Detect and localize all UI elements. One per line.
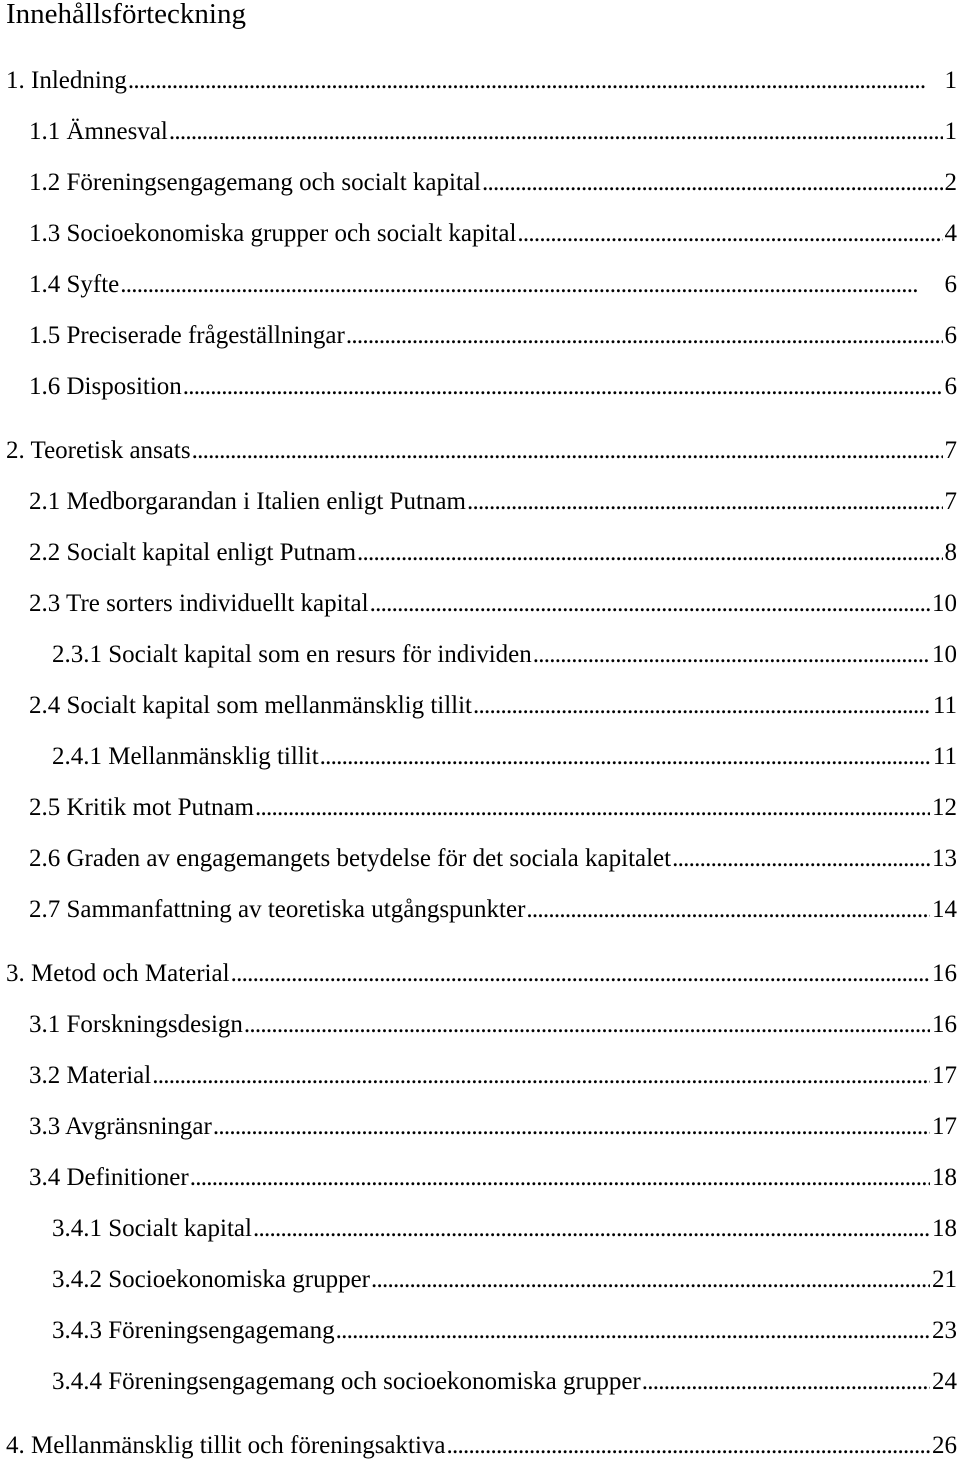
dot-leader	[255, 790, 930, 826]
toc-entry[interactable]	[0, 1364, 960, 1400]
toc-entry-label: 2.1 Medborgarandan i Italien enligt Putnam	[29, 484, 466, 520]
toc-entry[interactable]	[0, 1428, 960, 1464]
toc-entry[interactable]	[0, 892, 960, 928]
toc-entry[interactable]	[0, 433, 960, 469]
toc-entry-label: 2.6 Graden av engagemangets betydelse för det sociala kapitalet	[29, 841, 671, 877]
dot-leader	[336, 1313, 930, 1349]
toc-entry-page-number: 18	[932, 1160, 960, 1196]
toc-title: Innehållsförteckning	[6, 0, 246, 34]
toc-entry[interactable]	[0, 790, 960, 826]
toc-entry[interactable]	[0, 484, 960, 520]
toc-entry-page-number: 2	[945, 165, 960, 201]
toc-entry[interactable]	[0, 1109, 960, 1145]
toc-entry-label: 3.4.3 Föreningsengagemang	[52, 1313, 335, 1349]
dot-leader	[370, 586, 930, 622]
toc-entry-page-number: 13	[932, 841, 960, 877]
toc-entry-page-number: 7	[945, 484, 960, 520]
toc-entry[interactable]	[0, 1262, 960, 1298]
toc-entry[interactable]	[0, 739, 960, 775]
toc-entry[interactable]	[0, 1007, 960, 1043]
toc-entry-page-number: 12	[932, 790, 960, 826]
toc-entry[interactable]	[0, 267, 960, 303]
toc-entry-page-number: 7	[945, 433, 960, 469]
toc-entry-label: 2.4 Socialt kapital som mellanmänsklig tillit	[29, 688, 472, 724]
toc-entry-page-number: 6	[945, 369, 960, 405]
toc-entry-label: 1.3 Socioekonomiska grupper och socialt kapital	[29, 216, 516, 252]
dot-leader	[447, 1428, 930, 1464]
toc-entry-label: 3.1 Forskningsdesign	[29, 1007, 243, 1043]
dot-leader	[346, 318, 943, 354]
toc-entry-page-number: 17	[932, 1109, 960, 1145]
toc-entry-page-number: 8	[945, 535, 960, 571]
toc-entry[interactable]	[0, 1211, 960, 1247]
toc-entry[interactable]	[0, 114, 960, 150]
toc-entry[interactable]	[0, 637, 960, 673]
toc-entry-label: 2.3.1 Socialt kapital som en resurs för individen	[52, 637, 532, 673]
toc-entry-label: 3. Metod och Material	[6, 956, 230, 992]
dot-leader	[253, 1211, 930, 1247]
toc-entry-label: 1.4 Syfte	[29, 267, 119, 303]
toc-entry-page-number: 24	[932, 1364, 960, 1400]
toc-entry-label: 1. Inledning	[6, 63, 127, 99]
toc-entry-label: 3.4.1 Socialt kapital	[52, 1211, 252, 1247]
toc-entry-page-number: 23	[932, 1313, 960, 1349]
toc-entry-label: 3.3 Avgränsningar	[29, 1109, 212, 1145]
toc-entry-page-number: 10	[932, 586, 960, 622]
toc-entry-label: 2.4.1 Mellanmänsklig tillit	[52, 739, 319, 775]
dot-leader	[183, 369, 943, 405]
toc-entry-label: 2. Teoretisk ansats	[6, 433, 191, 469]
toc-entry-label: 3.4.2 Socioekonomiska grupper	[52, 1262, 370, 1298]
dot-leader	[467, 484, 943, 520]
toc-entry[interactable]	[0, 1160, 960, 1196]
dot-leader	[672, 841, 930, 877]
toc-entry[interactable]	[0, 63, 960, 99]
dot-leader	[526, 892, 930, 928]
toc-entry-label: 3.2 Material	[29, 1058, 151, 1094]
toc-entry[interactable]	[0, 318, 960, 354]
toc-entry-page-number: 11	[933, 739, 960, 775]
toc-entry-page-number: 10	[932, 637, 960, 673]
toc-entry-page-number: 6	[945, 318, 960, 354]
toc-entry-page-number: 6	[945, 267, 960, 303]
dot-leader	[231, 956, 930, 992]
toc-entry-label: 2.7 Sammanfattning av teoretiska utgångspunkter	[29, 892, 525, 928]
dot-leader	[120, 267, 942, 303]
toc-entry[interactable]	[0, 688, 960, 724]
toc-entry[interactable]	[0, 841, 960, 877]
toc-entry[interactable]	[0, 165, 960, 201]
dot-leader	[190, 1160, 930, 1196]
dot-leader	[244, 1007, 930, 1043]
toc-entry-page-number: 14	[932, 892, 960, 928]
toc-entry-page-number: 16	[932, 1007, 960, 1043]
dot-leader	[320, 739, 931, 775]
toc-entry-page-number: 1	[945, 114, 960, 150]
dot-leader	[642, 1364, 930, 1400]
dot-leader	[128, 63, 943, 99]
dot-leader	[152, 1058, 930, 1094]
toc-entry-label: 2.5 Kritik mot Putnam	[29, 790, 254, 826]
dot-leader	[192, 433, 943, 469]
toc-entry-label: 2.2 Socialt kapital enligt Putnam	[29, 535, 356, 571]
dot-leader	[533, 637, 930, 673]
toc-entry[interactable]	[0, 216, 960, 252]
dot-leader	[169, 114, 943, 150]
toc-entry-label: 4. Mellanmänsklig tillit och föreningsaktiva	[6, 1428, 446, 1464]
toc-entry-page-number: 11	[933, 688, 960, 724]
toc-entry-label: 1.1 Ämnesval	[29, 114, 168, 150]
dot-leader	[371, 1262, 930, 1298]
toc-entry-label: 3.4 Definitioner	[29, 1160, 189, 1196]
toc-entry[interactable]	[0, 586, 960, 622]
toc-entry-page-number: 21	[932, 1262, 960, 1298]
dot-leader	[213, 1109, 930, 1145]
toc-entry-page-number: 4	[945, 216, 960, 252]
toc-entry-page-number: 26	[932, 1428, 960, 1464]
toc-entry-label: 3.4.4 Föreningsengagemang och socioekonomiska grupper	[52, 1364, 641, 1400]
toc-entry-page-number: 18	[932, 1211, 960, 1247]
toc-entry[interactable]	[0, 956, 960, 992]
toc-entry-label: 1.6 Disposition	[29, 369, 182, 405]
toc-entry-label: 1.2 Föreningsengagemang och socialt kapital	[29, 165, 481, 201]
dot-leader	[473, 688, 931, 724]
toc-entry[interactable]	[0, 1313, 960, 1349]
toc-entry-page-number: 1	[945, 63, 960, 99]
toc-entry-page-number: 16	[932, 956, 960, 992]
toc-entry-page-number: 17	[932, 1058, 960, 1094]
toc-entry[interactable]	[0, 369, 960, 405]
dot-leader	[357, 535, 942, 571]
toc-entry-label: 2.3 Tre sorters individuellt kapital	[29, 586, 369, 622]
dot-leader	[517, 216, 942, 252]
dot-leader	[482, 165, 943, 201]
toc-entry-label: 1.5 Preciserade frågeställningar	[29, 318, 345, 354]
toc-entry[interactable]	[0, 1058, 960, 1094]
toc-entry[interactable]	[0, 535, 960, 571]
